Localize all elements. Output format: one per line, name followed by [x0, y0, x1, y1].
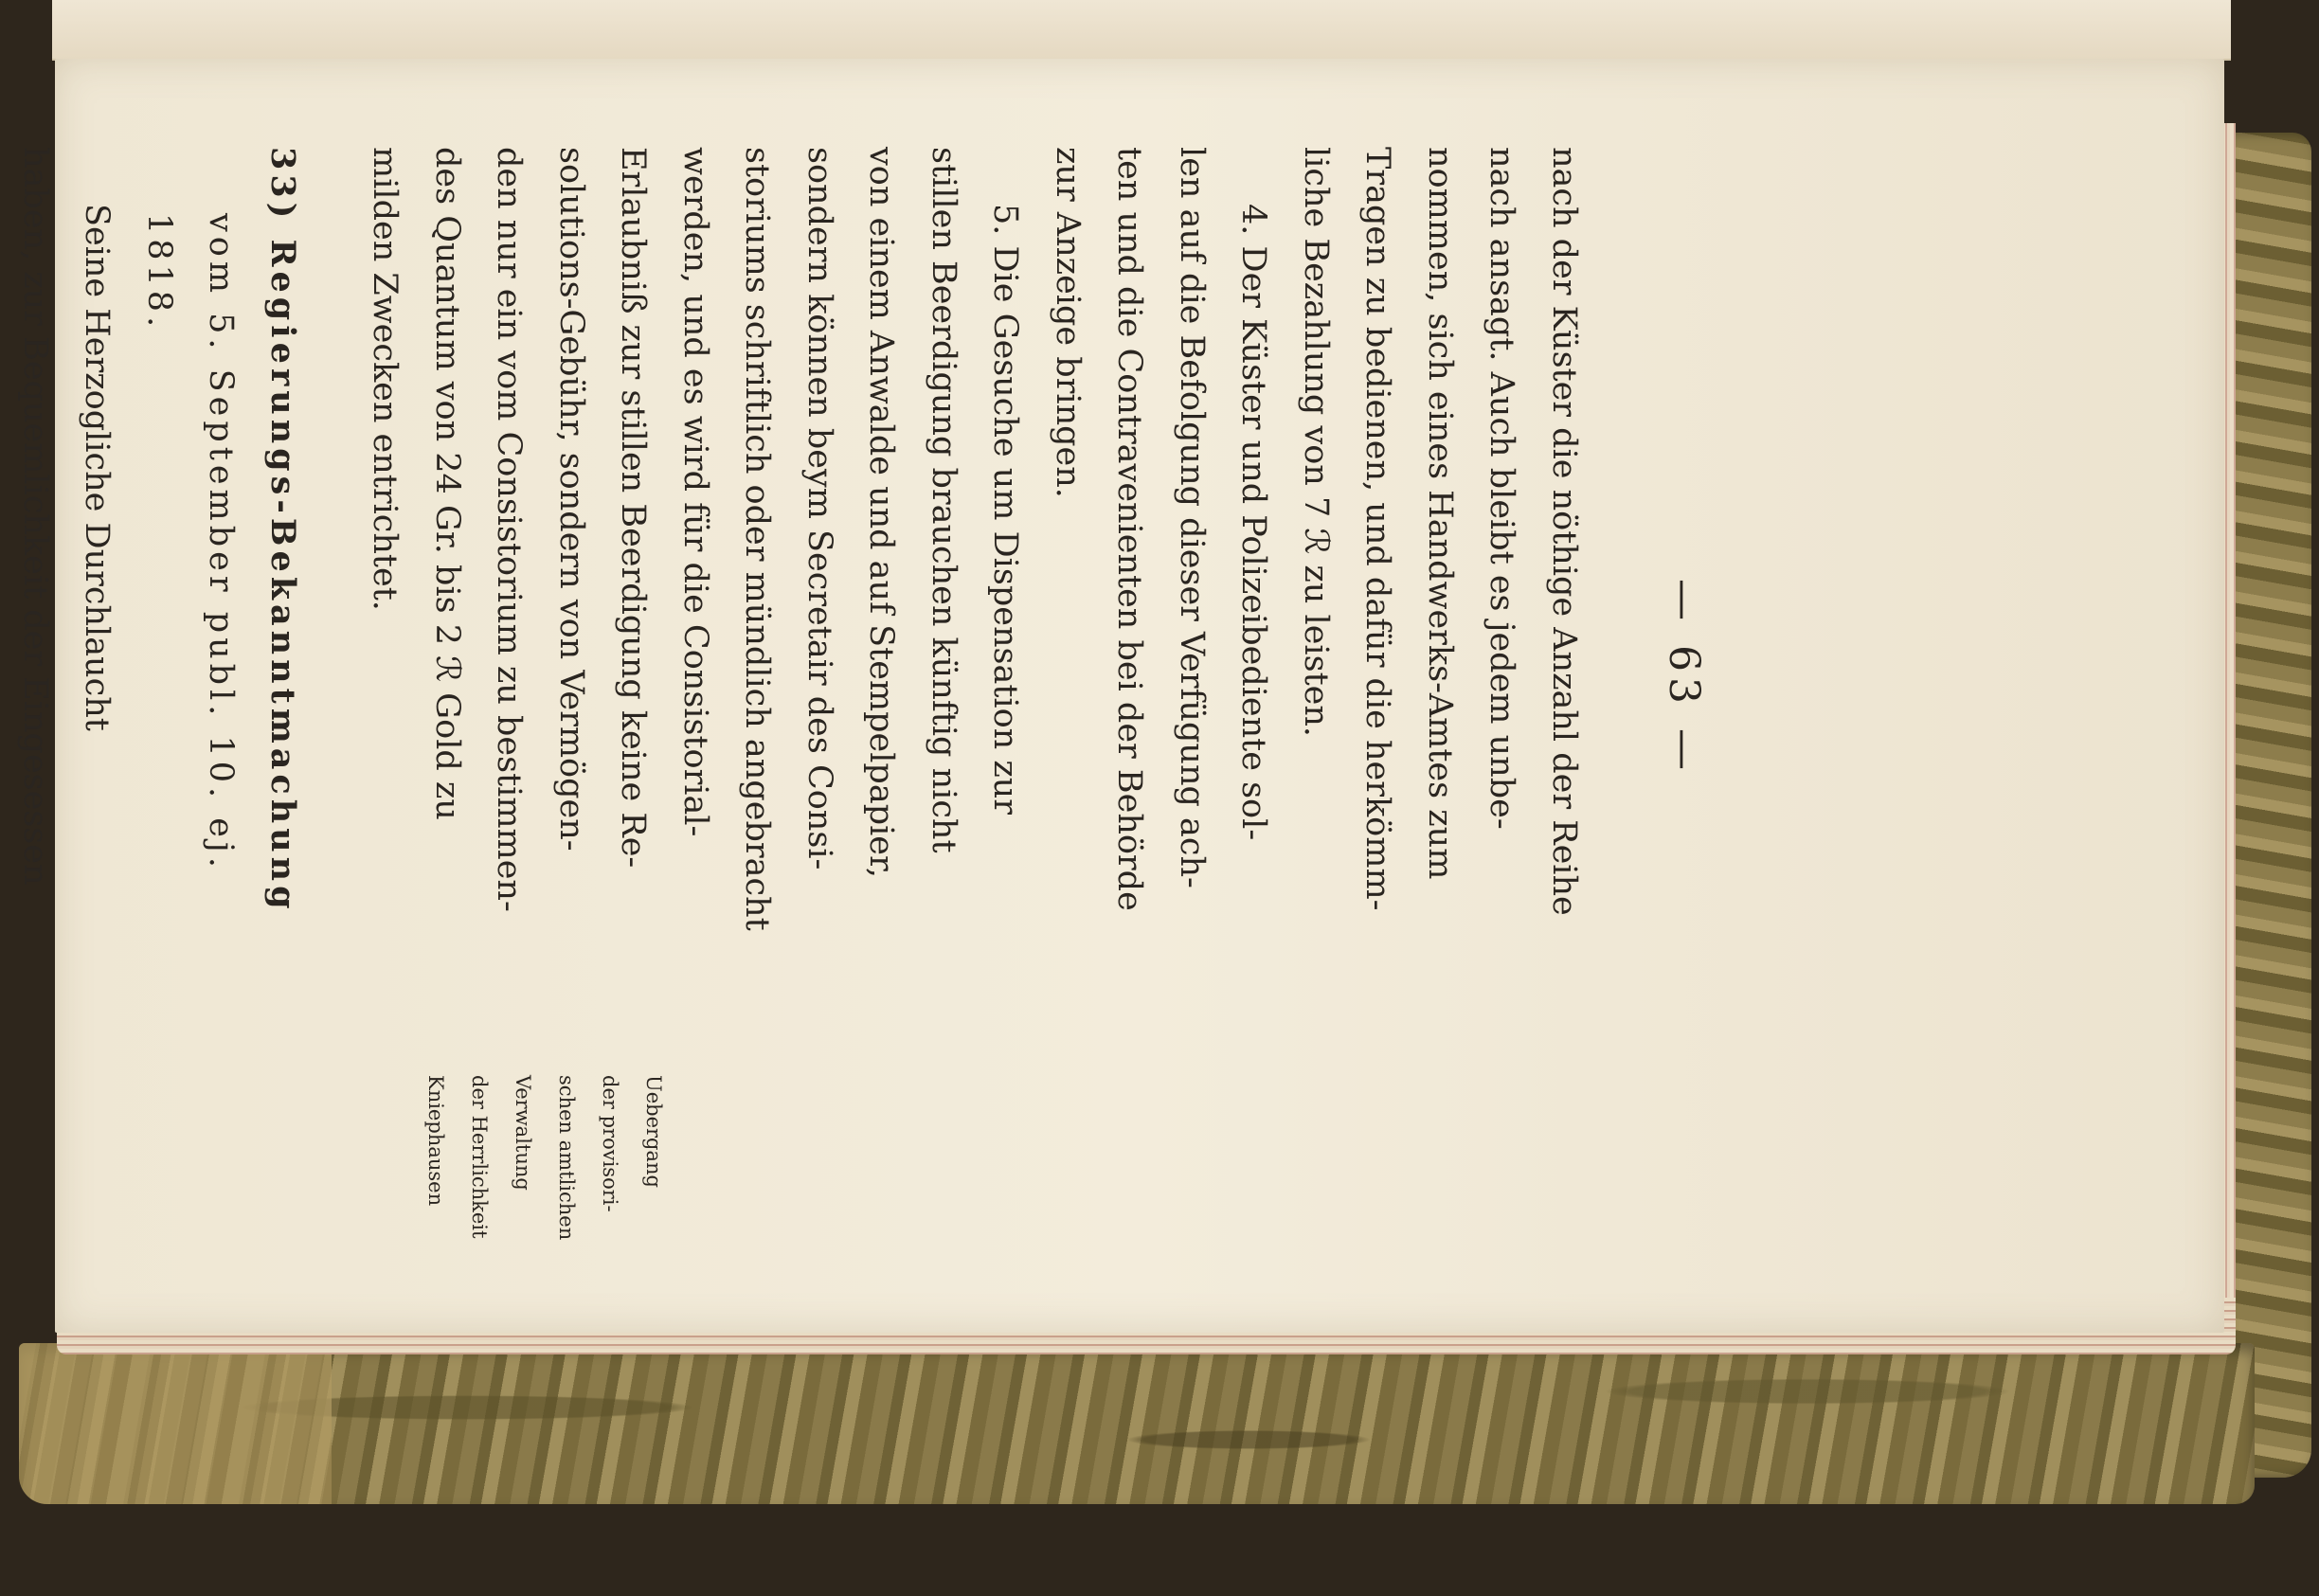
text-line: stillen Beerdigung brauchen künftig nicht — [925, 147, 962, 853]
text-line: ten und die Contravenienten bei der Behörde — [1110, 147, 1149, 911]
text-line: nommen, sich eines Handwerks-Amtes zum — [1421, 147, 1459, 880]
text-line: solutions-Gebühr, sondern von Vermögen- — [552, 147, 590, 852]
margin-note-line: Kniephausen — [424, 1075, 447, 1207]
text-lines — [0, 147, 1594, 1227]
text-line: Tragen zu bedienen, und dafür die herkömm- — [1358, 147, 1397, 911]
page-number: — 63 — — [1660, 579, 1708, 776]
text-line: haben, zur Bequemlichkeit der Eingesessen — [16, 147, 54, 886]
page-text-block — [16, 90, 1708, 1264]
text-line: des Quantum von 24 Gr. bis 2 ℛ Gold zu — [428, 147, 466, 820]
text-line: nach der Küster die nöthige Anzahl der Reihe — [1545, 147, 1583, 916]
text-line: zur Anzeige bringen. — [1049, 147, 1087, 498]
section-heading-line: 1818. — [140, 213, 178, 332]
text-line — [314, 147, 353, 1227]
text-line: sondern können beym Secretair des Consi- — [800, 147, 838, 870]
text-line: milden Zwecken entrichtet. — [366, 147, 404, 611]
text-line: den nur ein vom Consistorium zu bestimmen- — [490, 147, 529, 912]
margin-note-line: Uebergang — [642, 1075, 665, 1188]
book-cover-marbled-edge — [19, 1343, 2255, 1504]
text-line: liche Bezahlung von 7 ℛ zu leisten. — [1297, 147, 1335, 738]
section-heading-line: vom 5. September publ. 10. ej. — [202, 213, 241, 872]
margin-note-line: der Herrlichkeit — [468, 1075, 491, 1239]
text-line: 5. Die Gesuche um Dispensation zur — [986, 204, 1025, 816]
text-line: werden, und es wird für die Consistorial- — [676, 147, 714, 837]
book-cover-worn-corner — [19, 1343, 332, 1504]
margin-note — [414, 1075, 675, 1240]
text-line: von einem Anwalde und auf Stempelpapier, — [862, 147, 901, 879]
section-heading-line: 33) Regierungs-Bekanntmachung — [263, 147, 302, 914]
text-line: Seine Herzogliche Durchlaucht — [78, 204, 117, 731]
text-line: nach ansagt. Auch bleibt es jedem unbe- — [1483, 147, 1521, 830]
text-line: Erlaubniß zur stillen Beerdigung keine Re- — [614, 147, 653, 869]
text-line: 4. Der Küster und Polizeibediente sol- — [1234, 204, 1273, 841]
margin-note-line: der provisori- — [599, 1075, 621, 1212]
previous-page-sliver — [52, 0, 2231, 61]
text-line: len auf die Befolgung dieser Verfügung ach- — [1173, 147, 1211, 888]
text-line — [0, 147, 4, 1227]
text-line: storiums schriftlich oder mündlich angebracht — [738, 147, 777, 931]
margin-note-line: Verwaltung — [512, 1075, 534, 1191]
margin-note-line: schen amtlichen — [555, 1075, 578, 1241]
